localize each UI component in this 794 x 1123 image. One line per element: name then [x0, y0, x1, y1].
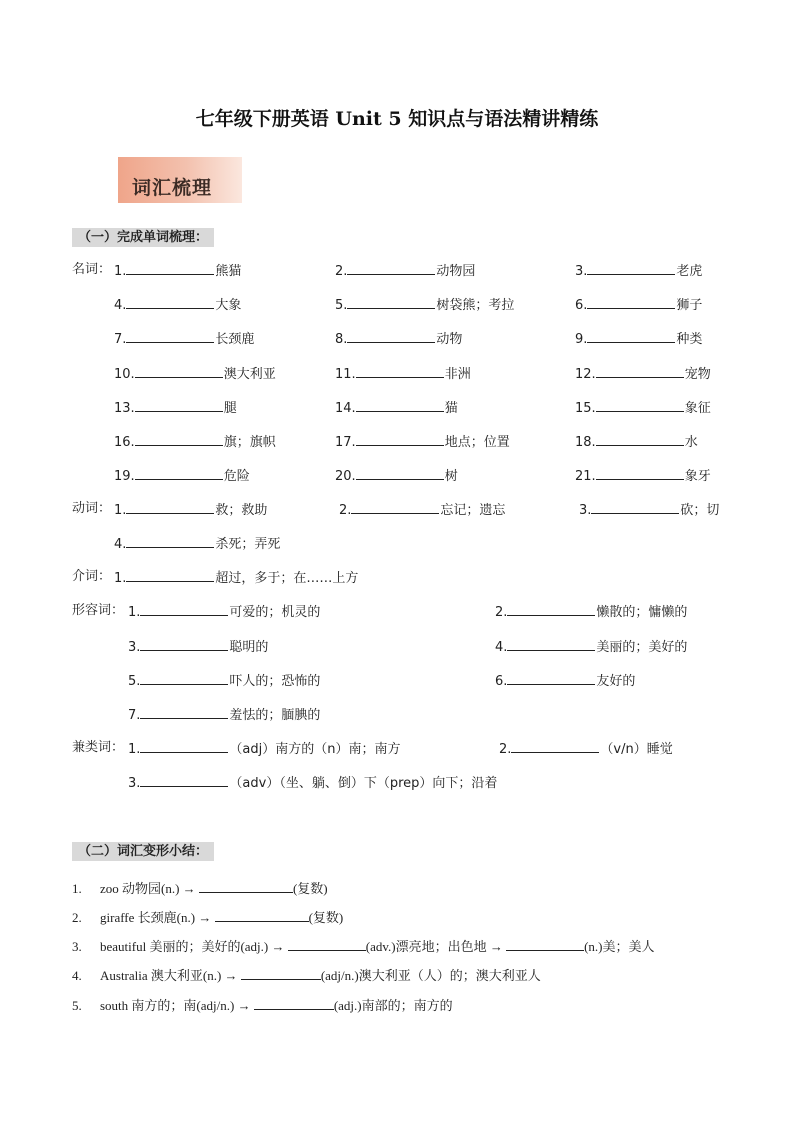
multi-item: 3. （adv）（坐、躺、倒）下（prep）向下；沿着: [128, 773, 497, 793]
answer-blank[interactable]: [126, 500, 214, 514]
answer-blank[interactable]: [135, 432, 223, 446]
noun-item: 14. 猫: [335, 398, 458, 418]
noun-item: 3. 老虎: [575, 261, 702, 281]
adj-label: 形容词：: [72, 603, 125, 618]
noun-item: 16. 旗；旗帜: [114, 432, 276, 452]
answer-blank[interactable]: [356, 466, 444, 480]
verb-item: 4. 杀死；弄死: [114, 534, 280, 554]
noun-item: 13. 腿: [114, 398, 237, 418]
nouns-label: 名词：: [72, 262, 112, 277]
section1-heading: （一）完成单词梳理：: [72, 228, 214, 247]
transform-item: 3. beautiful 美丽的；美好的(adj.) → (adv.)漂亮地；出色地 → (n.)美；美人: [72, 939, 655, 954]
adj-item: 2. 懒散的；慵懒的: [495, 602, 687, 622]
adj-item: 3. 聪明的: [128, 637, 268, 657]
answer-blank[interactable]: [199, 879, 293, 893]
noun-item: 19. 危险: [114, 466, 250, 486]
noun-item: 17. 地点；位置: [335, 432, 510, 452]
answer-blank[interactable]: [507, 602, 595, 616]
multi-item: 2. （v/n）睡觉: [499, 739, 673, 759]
noun-item: 1. 熊猫: [114, 261, 241, 281]
noun-item: 6. 狮子: [575, 295, 702, 315]
answer-blank[interactable]: [356, 364, 444, 378]
answer-blank[interactable]: [596, 398, 684, 412]
noun-item: 9. 种类: [575, 329, 702, 349]
noun-item: 7. 长颈鹿: [114, 329, 254, 349]
multi-label: 兼类词：: [72, 740, 125, 755]
transform-item: 1. zoo 动物园(n.) → (复数): [72, 881, 328, 896]
verb-item: 3. 砍；切: [579, 500, 719, 520]
multi-item: 1. （adj）南方的（n）南；南方: [128, 739, 400, 759]
page-title: 七年级下册英语 Unit 5 知识点与语法精讲精练: [195, 108, 599, 130]
answer-blank[interactable]: [356, 432, 444, 446]
answer-blank[interactable]: [351, 500, 439, 514]
answer-blank[interactable]: [288, 937, 366, 951]
answer-blank[interactable]: [135, 466, 223, 480]
noun-item: 12. 宠物: [575, 364, 711, 384]
transform-item: 4. Australia 澳大利亚(n.) → (adj/n.)澳大利亚（人）的；澳大利亚人: [72, 968, 541, 983]
noun-item: 5. 树袋熊；考拉: [335, 295, 514, 315]
noun-item: 21. 象牙: [575, 466, 711, 486]
answer-blank[interactable]: [507, 637, 595, 651]
transform-item: 5. south 南方的；南(adj/n.) → (adj.)南部的；南方的: [72, 998, 453, 1013]
answer-blank[interactable]: [596, 466, 684, 480]
answer-blank[interactable]: [135, 364, 223, 378]
answer-blank[interactable]: [587, 329, 675, 343]
answer-blank[interactable]: [511, 739, 599, 753]
noun-item: 15. 象征: [575, 398, 711, 418]
noun-item: 4. 大象: [114, 295, 241, 315]
prep-item: 1. 超过，多于；在……上方: [114, 568, 358, 588]
adj-item: 5. 吓人的；恐怖的: [128, 671, 320, 691]
verb-item: 1. 救；救助: [114, 500, 267, 520]
adj-item: 1. 可爱的；机灵的: [128, 602, 320, 622]
verbs-label: 动词：: [72, 501, 112, 516]
noun-item: 2. 动物园: [335, 261, 475, 281]
adj-item: 4. 美丽的；美好的: [495, 637, 687, 657]
adj-item: 6. 友好的: [495, 671, 635, 691]
answer-blank[interactable]: [587, 261, 675, 275]
answer-blank[interactable]: [347, 295, 435, 309]
answer-blank[interactable]: [126, 329, 214, 343]
answer-blank[interactable]: [140, 705, 228, 719]
answer-blank[interactable]: [596, 364, 684, 378]
answer-blank[interactable]: [135, 398, 223, 412]
answer-blank[interactable]: [215, 908, 309, 922]
answer-blank[interactable]: [140, 602, 228, 616]
answer-blank[interactable]: [596, 432, 684, 446]
answer-blank[interactable]: [140, 637, 228, 651]
noun-item: 18. 水: [575, 432, 698, 452]
noun-item: 10. 澳大利亚: [114, 364, 276, 384]
answer-blank[interactable]: [126, 295, 214, 309]
answer-blank[interactable]: [140, 773, 228, 787]
section-banner: [118, 157, 242, 203]
answer-blank[interactable]: [126, 261, 214, 275]
noun-item: 8. 动物: [335, 329, 462, 349]
banner-label: 词汇梳理: [132, 177, 213, 199]
answer-blank[interactable]: [254, 996, 334, 1010]
noun-item: 20. 树: [335, 466, 458, 486]
noun-item: 11. 非洲: [335, 364, 471, 384]
section2-heading: （二）词汇变形小结：: [72, 842, 214, 861]
answer-blank[interactable]: [591, 500, 679, 514]
answer-blank[interactable]: [140, 671, 228, 685]
prep-label: 介词：: [72, 569, 112, 584]
answer-blank[interactable]: [356, 398, 444, 412]
adj-item: 7. 羞怯的；腼腆的: [128, 705, 320, 725]
answer-blank[interactable]: [126, 568, 214, 582]
answer-blank[interactable]: [140, 739, 228, 753]
answer-blank[interactable]: [506, 937, 584, 951]
transform-item: 2. giraffe 长颈鹿(n.) → (复数): [72, 910, 344, 925]
answer-blank[interactable]: [507, 671, 595, 685]
answer-blank[interactable]: [587, 295, 675, 309]
answer-blank[interactable]: [241, 966, 321, 980]
answer-blank[interactable]: [347, 261, 435, 275]
answer-blank[interactable]: [126, 534, 214, 548]
verb-item: 2. 忘记；遗忘: [339, 500, 505, 520]
answer-blank[interactable]: [347, 329, 435, 343]
